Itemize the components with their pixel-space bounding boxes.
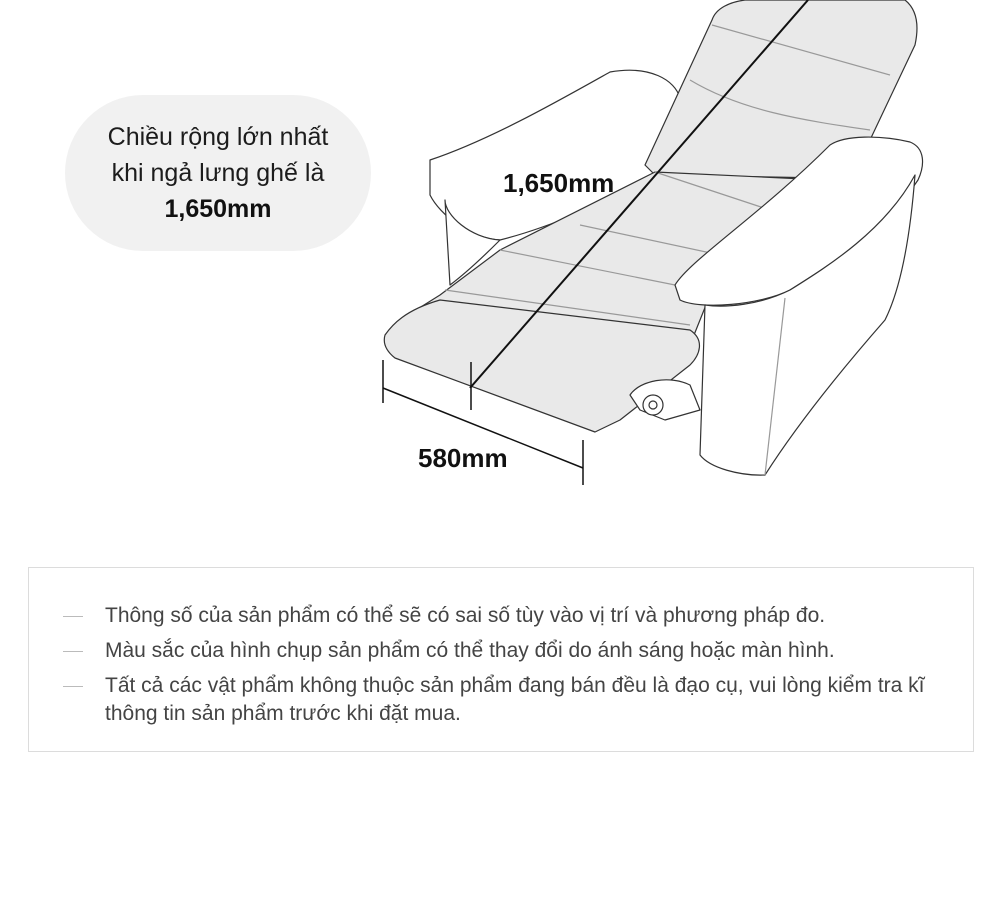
disclaimer-list [29,602,925,735]
disclaimer-text: Tất cả các vật phẩm không thuộc sản phẩm đang bán đều là đạo cụ, vui lòng kiểm tra kĩ thông tin sản phẩm trước khi đặt mua. [105,674,925,725]
disclaimer-text: Màu sắc của hình chụp sản phẩm có thể thay đổi do ánh sáng hoặc màn hình. [105,639,835,662]
callout-value: 1,650mm [164,195,272,223]
mechanism [630,380,700,420]
width-label: 580mm [418,443,508,473]
disclaimer-text: Thông số của sản phẩm có thể sẽ có sai số tùy vào vị trí và phương pháp đo. [105,604,826,627]
dash-icon [63,686,83,687]
length-label: 1,650mm [503,168,615,198]
disclaimer-item [29,637,925,665]
dash-icon [63,651,83,652]
callout-line-1: Chiều rộng lớn nhất [107,123,329,151]
dash-icon [63,616,83,617]
callout-line-2: khi ngả lưng ghế là [111,159,325,187]
disclaimer-item [29,672,925,728]
disclaimer-box [28,567,974,752]
disclaimer-item [29,602,925,630]
